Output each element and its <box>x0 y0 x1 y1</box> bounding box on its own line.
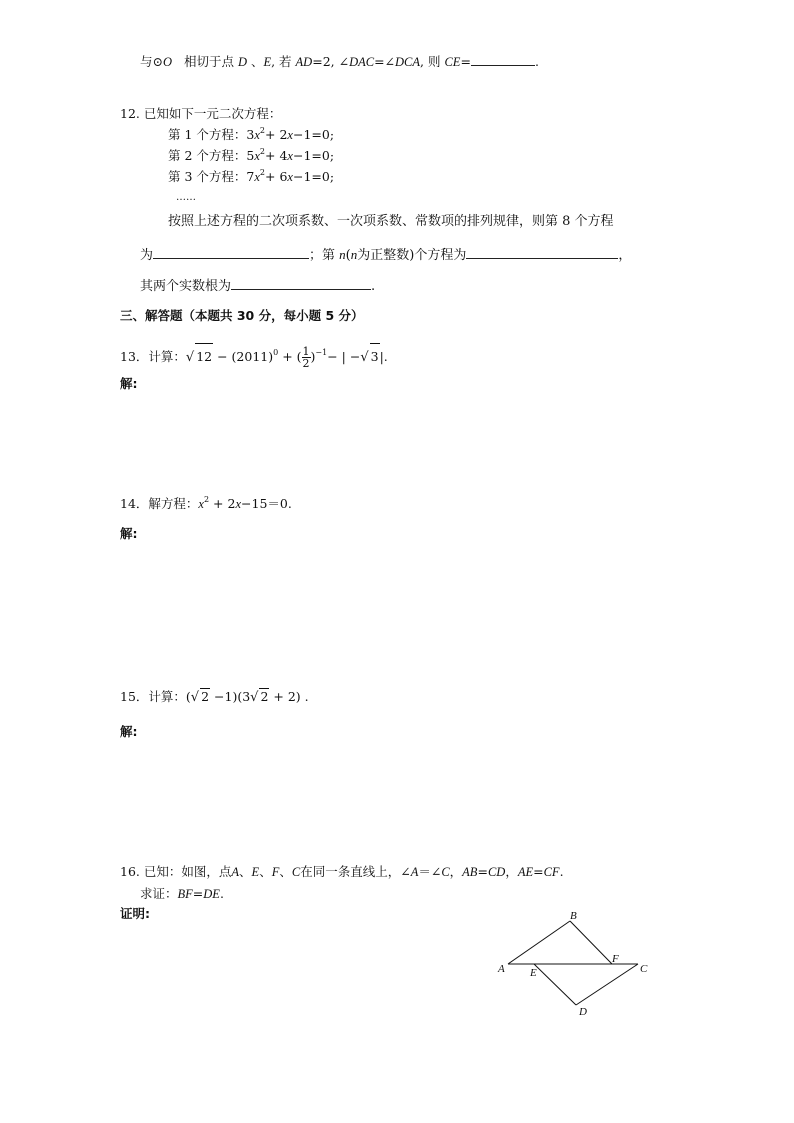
q12-equation-1: 第 1 个方程：$3x^2+ 2x-1=0$; <box>168 126 335 142</box>
point-label-a: A <box>498 963 505 975</box>
q12-rule-text: 按照上述方程的二次项系数、一次项系数、常数项的排列规律，则第 8 个方程 <box>168 214 614 229</box>
q16-given: 16. 已知：如图，点A、E、F、C在同一条直线上，∠A＝∠C，AB=CD，AE=CF. <box>120 864 564 879</box>
point-label-c: C <box>640 963 648 975</box>
q16-prove: 求证：BF=DE. <box>140 886 224 901</box>
q15-question: 15．计算：(√ 2 −1)(3√ 2 + 2) . <box>120 689 309 705</box>
q13-question: 13．计算：√ $12 - (2011)^0$ + ( $\frac{1}{2}$ )$^{-1}$− | −√ 3|. <box>120 345 388 370</box>
q11-tail-line: 与⊙O 相切于点 D 、E, 若 AD=2, ∠DAC=∠DCA, 则 CE= . <box>140 54 539 69</box>
answer-label: 解: <box>120 526 138 541</box>
point-label-b: B <box>570 910 577 922</box>
question-number: 12. <box>120 106 140 121</box>
q12-equation-3: 第 3 个方程：$7x^2+ 6x-1=0$; <box>168 168 335 184</box>
point-label-d: D <box>579 1006 587 1018</box>
answer-blank[interactable] <box>231 277 371 290</box>
point-label-e: E <box>530 967 537 979</box>
proof-label: 证明: <box>120 906 150 921</box>
q12-ellipsis: …… <box>176 192 196 203</box>
segment-ab <box>508 921 570 964</box>
answer-blank[interactable] <box>471 53 535 66</box>
segment-ed <box>534 964 576 1005</box>
fraction-one-half: $\frac{1}{2}$ <box>302 345 310 370</box>
answer-label: 解: <box>120 376 138 391</box>
q12-line-2: 为 ；第 n(n为正整数)个方程为 ， <box>140 247 632 263</box>
q12-equation-2: 第 2 个方程：$5x^2+ 4x-1=0$; <box>168 147 335 163</box>
circle-o-label: O <box>162 55 173 69</box>
answer-blank[interactable] <box>466 246 618 259</box>
section-title: 三、解答题（本题共 30 分，每小题 5 分） <box>120 308 364 323</box>
answer-blank[interactable] <box>153 246 309 259</box>
question-number: 16. <box>120 864 140 879</box>
answer-label: 解: <box>120 724 138 739</box>
segment-bf <box>570 921 612 964</box>
q14-question: 14．解方程：$x^2 + 2x-15=0$. <box>120 495 292 511</box>
q12-line-3: 其两个实数根为 . <box>140 279 376 294</box>
geometry-figure <box>490 905 660 1025</box>
segment-dc <box>576 964 638 1005</box>
q12-intro: 12. 已知如下一元二次方程： <box>120 106 282 121</box>
point-label-f: F <box>612 953 619 965</box>
